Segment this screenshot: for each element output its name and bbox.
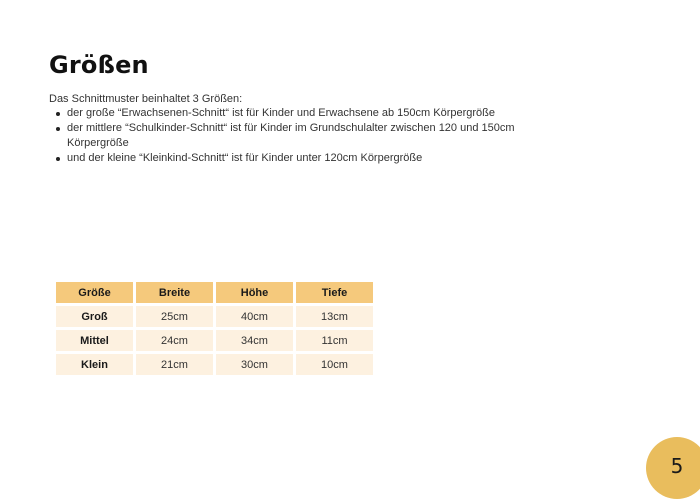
table-cell: 25cm	[136, 306, 213, 327]
table-cell: 11cm	[296, 330, 373, 351]
size-table	[53, 279, 376, 378]
table-cell: 34cm	[216, 330, 293, 351]
table-header-row	[56, 282, 373, 303]
intro-text: Das Schnittmuster beinhaltet 3 Größen:	[49, 93, 243, 105]
table-cell: 24cm	[136, 330, 213, 351]
table-cell: Klein	[56, 354, 133, 375]
list-item: der mittlere “Schulkinder-Schnitt“ ist für Kinder im Grundschulalter zwischen 120 und 150cm Körpergröße	[49, 121, 519, 151]
page-number: 5	[670, 454, 684, 478]
table-cell: 13cm	[296, 306, 373, 327]
table-cell: Mittel	[56, 330, 133, 351]
page-title: Größen	[49, 51, 149, 79]
table-cell: Groß	[56, 306, 133, 327]
list-item: der große “Erwachsenen-Schnitt“ ist für Kinder und Erwachsene ab 150cm Körpergröße	[49, 106, 519, 121]
size-description-list	[49, 106, 519, 166]
table-cell: 40cm	[216, 306, 293, 327]
table-cell: 30cm	[216, 354, 293, 375]
table-cell: 10cm	[296, 354, 373, 375]
table-row	[56, 354, 373, 375]
header-cell-size: Größe	[56, 282, 133, 303]
header-cell-height: Höhe	[216, 282, 293, 303]
table-cell: 21cm	[136, 354, 213, 375]
table-row	[56, 330, 373, 351]
page-number-badge	[646, 437, 700, 499]
list-item: und der kleine “Kleinkind-Schnitt“ ist für Kinder unter 120cm Körpergröße	[49, 151, 519, 166]
header-cell-depth: Tiefe	[296, 282, 373, 303]
table-row	[56, 306, 373, 327]
header-cell-width: Breite	[136, 282, 213, 303]
